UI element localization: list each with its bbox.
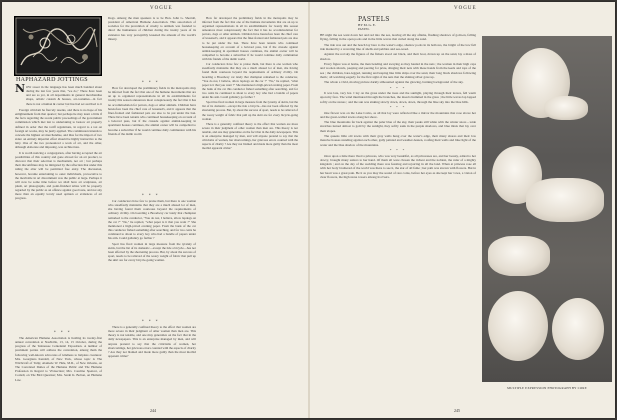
section-divider-stars: * * * <box>54 330 72 334</box>
decorative-ornament-illustration <box>14 16 102 76</box>
paragraph: Car conductors have few to praise them, but there is one woman who steadfastly maintains that they are a much abused lot of men, she having found them courteous beyond the requirements of ordinary civility. On boarding a Broadway car lately that champion remarked to the conductor, "You do not, I believe, allow lapdogs on the car ?" "No," he replied, "what paper is it that you want ?" She mentioned a high-priced evening paper. From the bank of the car this conductor fished something after searching, and for two cents he continued to shout to every boy who had a bundle of papers under his arm. Could gallantry go farther ? <box>202 62 298 99</box>
paragraph: It was late, very hot. I lay on the grass under the trees and the sunlight, playing through their leaves, fell warm upon my face. The wind murmured through the branches, the insects hummed in the grass ; the little waves lap lapped softly on the stones ; and the sun was sinking slowly down, down, down, through the blue sky into the blue hills. <box>320 91 476 104</box>
left-col1-body <box>15 108 102 328</box>
paragraph: HE night the sea went down hot and red into the sea, leaving all the sky aflame, flashing shadows of gold-en, falling flying, falling in the open pools and in the little waves that curled along the sand. <box>320 33 476 42</box>
paragraph: There is a generally confined theory to the effect that women are more severe in their judgment of other women than men are. This theory is not tenable, and one may generalize on the fact that in the daily newspapers. This is an enterprise managed by men, and will anyone pretend to say that the criticisms of women, her shortcomings, her grievous errors counted with the aspects of charity ? Are they not blamed and made more guilty than the most morbid apparent crime? <box>108 325 196 359</box>
section-label: PASTEL <box>358 27 370 31</box>
paragraph: Once upon a time there lived a princess, who was very beautiful, as all princesses are, and her beauty, added to her dowry, brought many suitors to her hand. Of them all were chosen the richest and the noblest, the ruler of a mighty kingdom ; and on the day of the wedding there was feasting and rejoicing in all the land. When at princess rose all with her body brothered of the world was there to see it, the star of all fame ; her path was strewn with flowers. But in her heart was a great pain. Be it as you may the sound of rare coins, before her eyes as she kept her vows, a vision of clear flowers, the high stone towers among its rivers. <box>320 153 476 179</box>
paragraph: Car conductors have few to praise them, but there is one woman who steadfastly maintains that they are a much abused lot of men, she having found them courteous beyond the requirements of ordinary civility. On boarding a Broadway car lately that champion remarked to the conductor, "You do not, I believe, allow lapdogs on the car ?" "No," he replied, "what paper is it that you want ?" She mentioned a high-priced evening paper. From the bank of the car this conductor fished something after searching, and for two cents he continued to shout to every boy who had a bundle of papers under his arm. Could gallantry go farther ? <box>108 199 196 241</box>
article-heading: HAPHAZARD JOTTINGS <box>16 77 88 83</box>
paragraph: The queens little old towns with their gray walls hung over the water's edge, their many shores and their low massive houses standing against each other, gaily painted and weather-beaten, roofing their walls and blue light of the water and the blue shadow of the mountains. <box>320 134 476 147</box>
paragraph: One flower was on the Lake Como, as all that lay were reflected like a mirror the mountains that rose above her and the great-walled towns along her shore. <box>320 110 476 119</box>
left-col2-criticism <box>108 325 196 408</box>
baby-face-4 <box>488 291 548 361</box>
article-title: PASTELS <box>358 16 390 23</box>
paragraph: OW sweet in the language has been much bandied about during the last few years that, "we do," There have been and are as yet, in all departments in general merchandise shops, artistic custom & houses, art-costumes—in fact there is not a human & corner but has had set ascribed to it <box>26 85 102 106</box>
paragraph: Dogs. Among the men speakers is to be Hon. John G. Shortall, president of American Humane Association. This association of societies for the prevention of cruelty to animals was founded to direct the humanness of children during the twenty years of its existence has very perceptibly lessened the amount of the world's misery. <box>108 16 196 41</box>
left-col1-humane <box>15 336 102 408</box>
section-divider-stars: * * * <box>389 148 407 153</box>
left-col2-top <box>108 16 196 78</box>
baby-body-3 <box>488 236 550 276</box>
right-text-column <box>320 33 476 405</box>
left-col1-intro <box>26 85 102 107</box>
multiple-expression-photograph <box>482 36 612 382</box>
page-number-right: 245 <box>454 408 460 413</box>
section-divider-stars: * * * <box>142 193 160 197</box>
section-divider-stars: * * * <box>389 85 407 90</box>
section-divider-stars: * * * <box>142 319 160 323</box>
page-number-left: 244 <box>150 408 156 413</box>
article-byline: BY M. G. E. <box>358 23 376 27</box>
baby-face-5 <box>552 298 604 360</box>
left-col3 <box>202 16 298 408</box>
paragraph: The blue mountains far back against the paler blue of the sky, their peaks still white with the winter snow—wide stretches turned almost to gold by the sunlight, they softly sank in the purple shadows, and blue mists that lay over their slopes. <box>320 120 476 133</box>
drop-cap: N <box>15 82 26 95</box>
running-head-left: VOGUE <box>150 6 173 11</box>
photo-caption: MULTIPLE EXPRESSION PHOTOGRAPH BY CORE <box>507 386 587 390</box>
paragraph: Every figure was at home, the men bending and swaying as they hauled in the nets ; the women in their high caps and woolen shawls, peeping and peering for prize, slinging their nets with these hands from the keels and tops of the sea ; the children, bare-legged, running and leaping like little ships over the sand, their long black shadows following them ; all watching eagerly for the first sight of the nets that the shining silver gave up. <box>320 62 476 79</box>
paragraph: It is worth noticing a congregation, after having accepted the art possibilities of this country and gone abroad for an art product, to discover that their selection is mechanism, not art ; but perhaps their discomfiture may be mitigated by the reflection that under this ruling the altar will be permitted free entry. The discussion, however, became entertaining to outer individuals, provocative to the inevitable in art discernment was the public at large. Perhaps it will now be some time before we shall have art sculptures, art plush, art photographs, and point-finished tables will be properly regarded by the public as an offence against good taste, and not any more than an equally lovely used opinion or evidences of art progress. <box>15 150 102 201</box>
paragraph: The tide was out and the beach lay bare to the water's edge, shadow pools in its hollows, the bright of the low full tide marked by a wavering line of shells and pebbles and sea-weed. <box>320 42 476 51</box>
running-head-right: VOGUE <box>454 6 477 11</box>
baby-body-2 <box>526 178 604 222</box>
left-col2-conductors <box>108 199 196 317</box>
paragraph: How far developed the preliminary fields in the metropolis may be inferred from the fact that one of the humane movements that are an up to organized representations in all its establishments for twenty this season announces most conspicuously the fact that it has no accommodation for parrots, dogs or other animals. Children have heretofore been the chief care of lessened's, and it appears that the finer-fronted and fashioned pets are also to be put under the ban. There have been tenants who continued housekeeping on account of a beloved puss, but if the crusade against animal-keeping in apartment houses continues, the animal owner will be compelled to become a subscriber if he would continue daily communion with his friends of the dumb world. <box>202 16 298 61</box>
left-col2-pets <box>108 86 196 192</box>
paragraph: Sport has fired women in large measure from the tyranny of skirts, but the list of its domestic—except the tide a bicycle—has not been affected by the shortening process. But, by about the success of sport, needs to be relieved of the weary weight of fabric that pull up the skirt are for every bicycle-going woman. <box>202 100 298 121</box>
baby-dress-1 <box>544 96 588 120</box>
section-divider-stars: * * * <box>389 105 407 110</box>
paragraph: The American Humane Association is holding its twenty-first annual convention at Nashville, 13, 14, 15 October, during the progress of the Tennessee Centennial Exposition. A number of prominent parties will address the convention, among them the following well-known advocates of kindness to helpless creatures: Mrs. Georgiana Kendall, of New York, whose topic is The Witchcraft of Tulip; Alamede W. Hale, M.D., of New Orleans, on The Correlated Duties of the Humane Public and The Humane Profession in Regard to Vivisection; Mrs. Caroline Spencer, of Cordell, on The Bird Question; Mrs. Sarah K. Bolton, on Humane Law. <box>15 336 102 382</box>
section-divider-stars: * * * <box>142 80 160 84</box>
magazine-spread <box>2 2 615 418</box>
paragraph: The whole a vivid, moving picture darkly silhouetted against the glowing, burning background of the sky. <box>324 80 464 85</box>
paragraph: How far developed the preliminary fields in the metropolis may be inferred from the fact that one of the humane movements that are an up to organized representations in all its establishments for twenty this season announces most conspicuously the fact that it has no accommodation for parrots, dogs or other animals. Children have heretofore been the chief care of lessened's, and it appears that the finer-fronted and fashioned pets are also to be put under the ban. There have been tenants who continued housekeeping on account of a beloved puss, but if the crusade against animal-keeping in apartment houses continues, the animal owner will be compelled to become a subscriber if he would continue daily communion with his friends of the dumb world. <box>108 86 196 136</box>
paragraph: Foreign criticism he fiercely resents, and there is no hope of his enlightenment from that quarter; but perhaps he may learn a little if the facts regarding the recent public proceedings of the government commission which met last to undertaking to bestow art properly defined in order that the tariff regulations, in regard to a tax on foreign art works, may be justly applied. The commission intends to concede the highest art merchandise, and thus for the import of two sides: an entirely impartial effort should be highly instructive to the laity. One of the two pronounced a work of art, and the other, although elaborate and imposing, was architecture. <box>15 108 102 150</box>
ornament-scroll-icon <box>15 17 101 75</box>
paragraph: There is a generally confined theory to the effect that women are more severe in their judgment of other women than men are. This theory is not tenable, and one may generalize on the fact that in the daily newspapers. This is an enterprise managed by men, and will anyone pretend to say that the criticisms of women, her shortcomings, her grievous errors counted with the aspects of charity ? Are they not blamed and made more guilty than the most morbid apparent crime? <box>202 121 298 151</box>
page-gutter <box>308 2 310 418</box>
paragraph: Against the red sky the figures of the fishers stood out black, and their boat, drawn up on the sand, lay a mass of shadow. <box>320 52 476 61</box>
paragraph: Sport has fired women in large measure from the tyranny of skirts, but the list of its domestic—except the tide a bicycle—has not been affected by the shortening process. But, by about the success of sport, needs to be relieved of the weary weight of fabric that pull up the skirt are for every bicycle-going woman. <box>108 241 196 263</box>
